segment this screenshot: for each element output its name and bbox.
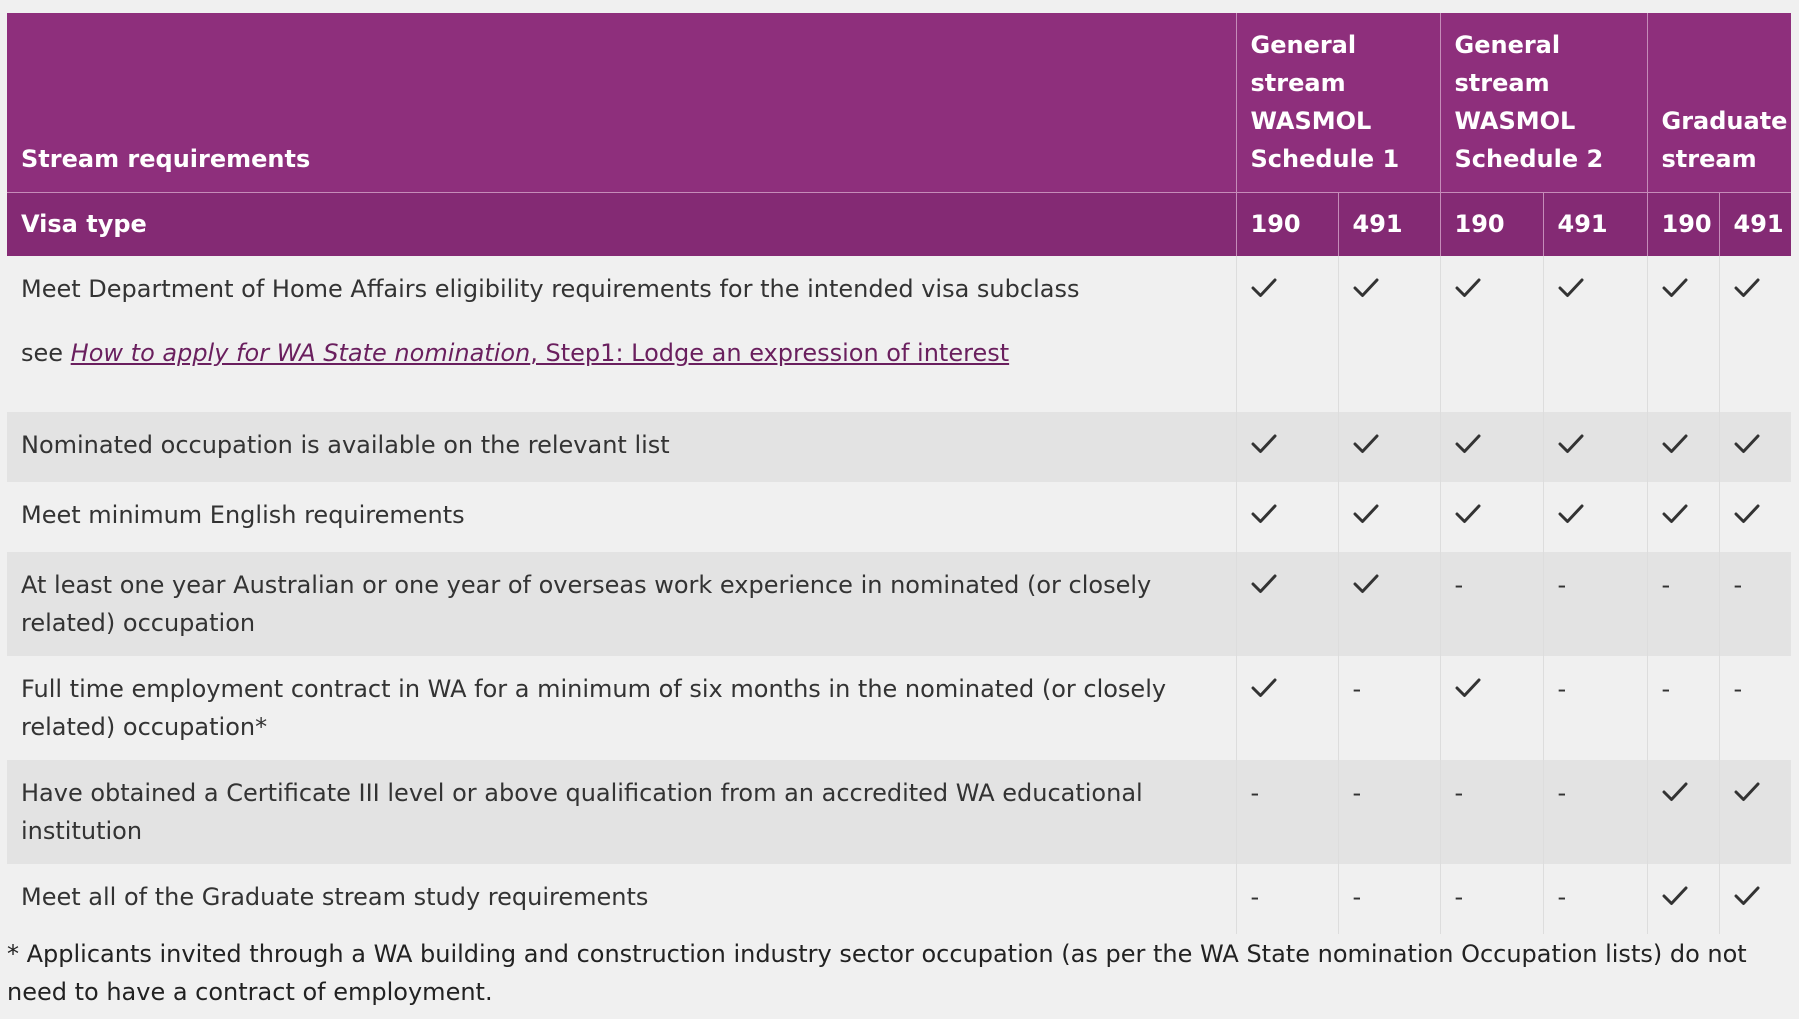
check-icon — [1662, 878, 1688, 916]
dash-mark: - — [1454, 883, 1464, 911]
check-icon — [1353, 426, 1379, 464]
table-row — [7, 482, 1791, 552]
check-icon — [1353, 270, 1379, 308]
check-icon — [1251, 496, 1277, 534]
mark-cell — [1543, 656, 1647, 760]
mark-cell — [1236, 412, 1338, 482]
check-icon — [1558, 496, 1584, 534]
header-general-schedule-2: General stream WASMOL Schedule 2 — [1440, 13, 1647, 192]
mark-cell — [1719, 256, 1791, 412]
check-icon — [1455, 496, 1481, 534]
check-icon — [1734, 774, 1760, 812]
requirement-cell: Have obtained a Certificate III level or above qualification from an accredited WA educational institution — [7, 760, 1236, 864]
mark-cell — [1236, 552, 1338, 656]
check-icon — [1734, 878, 1760, 916]
mark-cell — [1543, 412, 1647, 482]
requirement-cell: At least one year Australian or one year of overseas work experience in nominated (or closely related) occupation — [7, 552, 1236, 656]
link-rest-text: , Step1: Lodge an expression of interest — [530, 339, 1010, 367]
visa-type-row — [7, 192, 1791, 256]
dash-mark: - — [1352, 675, 1362, 703]
mark-cell — [1719, 656, 1791, 760]
requirement-cell — [7, 256, 1236, 412]
mark-cell — [1543, 760, 1647, 864]
mark-cell — [1719, 482, 1791, 552]
visa-code: 190 — [1440, 192, 1543, 256]
table-row — [7, 760, 1791, 864]
mark-cell — [1236, 760, 1338, 864]
check-icon — [1455, 270, 1481, 308]
mark-cell — [1543, 552, 1647, 656]
header-stream-requirements: Stream requirements — [7, 13, 1236, 192]
mark-cell — [1719, 552, 1791, 656]
visa-type-label: Visa type — [7, 192, 1236, 256]
dash-mark: - — [1661, 571, 1671, 599]
mark-cell — [1236, 256, 1338, 412]
mark-cell — [1647, 864, 1719, 934]
visa-code: 491 — [1719, 192, 1791, 256]
mark-cell — [1338, 656, 1440, 760]
header-graduate-stream: Graduate stream — [1647, 13, 1791, 192]
mark-cell — [1647, 482, 1719, 552]
dash-mark: - — [1557, 571, 1567, 599]
mark-cell — [1647, 760, 1719, 864]
visa-code: 190 — [1647, 192, 1719, 256]
see-prefix: see — [21, 339, 71, 367]
mark-cell — [1440, 760, 1543, 864]
table-header-row — [7, 13, 1791, 192]
dash-mark: - — [1557, 675, 1567, 703]
mark-cell — [1440, 552, 1543, 656]
dash-mark: - — [1250, 883, 1260, 911]
check-icon — [1251, 566, 1277, 604]
dash-mark: - — [1661, 675, 1671, 703]
check-icon — [1251, 426, 1277, 464]
check-icon — [1662, 774, 1688, 812]
mark-cell — [1236, 656, 1338, 760]
mark-cell — [1543, 256, 1647, 412]
requirement-cell: Meet minimum English requirements — [7, 482, 1236, 552]
visa-code: 190 — [1236, 192, 1338, 256]
mark-cell — [1543, 482, 1647, 552]
mark-cell — [1647, 656, 1719, 760]
dash-mark: - — [1557, 883, 1567, 911]
footnote: * Applicants invited through a WA building and construction industry sector occupation (as per the WA State nomination Occupation lists) do not need to have a contract of employment. — [7, 940, 1747, 1006]
mark-cell — [1338, 256, 1440, 412]
dash-mark: - — [1454, 571, 1464, 599]
how-to-apply-link[interactable] — [71, 339, 1009, 367]
check-icon — [1734, 270, 1760, 308]
mark-cell — [1338, 552, 1440, 656]
check-icon — [1734, 496, 1760, 534]
mark-cell — [1719, 864, 1791, 934]
check-icon — [1662, 496, 1688, 534]
mark-cell — [1719, 412, 1791, 482]
mark-cell — [1236, 864, 1338, 934]
check-icon — [1558, 270, 1584, 308]
check-icon — [1353, 566, 1379, 604]
table-row — [7, 864, 1791, 934]
mark-cell — [1440, 656, 1543, 760]
see-line — [21, 334, 1222, 372]
check-icon — [1251, 670, 1277, 708]
dash-mark: - — [1733, 571, 1743, 599]
check-icon — [1662, 270, 1688, 308]
mark-cell — [1543, 864, 1647, 934]
mark-cell — [1338, 412, 1440, 482]
check-icon — [1558, 426, 1584, 464]
requirement-cell: Nominated occupation is available on the relevant list — [7, 412, 1236, 482]
requirement-text: Meet Department of Home Affairs eligibility requirements for the intended visa subclass — [21, 275, 1080, 303]
header-general-schedule-1: General stream WASMOL Schedule 1 — [1236, 13, 1440, 192]
mark-cell — [1338, 760, 1440, 864]
dash-mark: - — [1352, 883, 1362, 911]
dash-mark: - — [1352, 779, 1362, 807]
dash-mark: - — [1454, 779, 1464, 807]
mark-cell — [1440, 256, 1543, 412]
check-icon — [1353, 496, 1379, 534]
mark-cell — [1236, 482, 1338, 552]
mark-cell — [1338, 482, 1440, 552]
check-icon — [1662, 426, 1688, 464]
dash-mark: - — [1250, 779, 1260, 807]
mark-cell — [1440, 482, 1543, 552]
check-icon — [1734, 426, 1760, 464]
mark-cell — [1440, 412, 1543, 482]
stream-requirements-table — [7, 13, 1791, 934]
mark-cell — [1647, 552, 1719, 656]
table-row — [7, 256, 1791, 412]
mark-cell — [1647, 256, 1719, 412]
table-row — [7, 656, 1791, 760]
table-body — [7, 256, 1791, 934]
table-row — [7, 412, 1791, 482]
mark-cell — [1647, 412, 1719, 482]
check-icon — [1455, 670, 1481, 708]
table-row — [7, 552, 1791, 656]
requirement-cell: Meet all of the Graduate stream study requirements — [7, 864, 1236, 934]
visa-code: 491 — [1543, 192, 1647, 256]
check-icon — [1251, 270, 1277, 308]
requirement-cell: Full time employment contract in WA for a minimum of six months in the nominated (or closely related) occupation* — [7, 656, 1236, 760]
mark-cell — [1338, 864, 1440, 934]
mark-cell — [1440, 864, 1543, 934]
visa-code: 491 — [1338, 192, 1440, 256]
check-icon — [1455, 426, 1481, 464]
link-italic-text: How to apply for WA State nomination — [70, 339, 531, 367]
dash-mark: - — [1557, 779, 1567, 807]
dash-mark: - — [1733, 675, 1743, 703]
mark-cell — [1719, 760, 1791, 864]
